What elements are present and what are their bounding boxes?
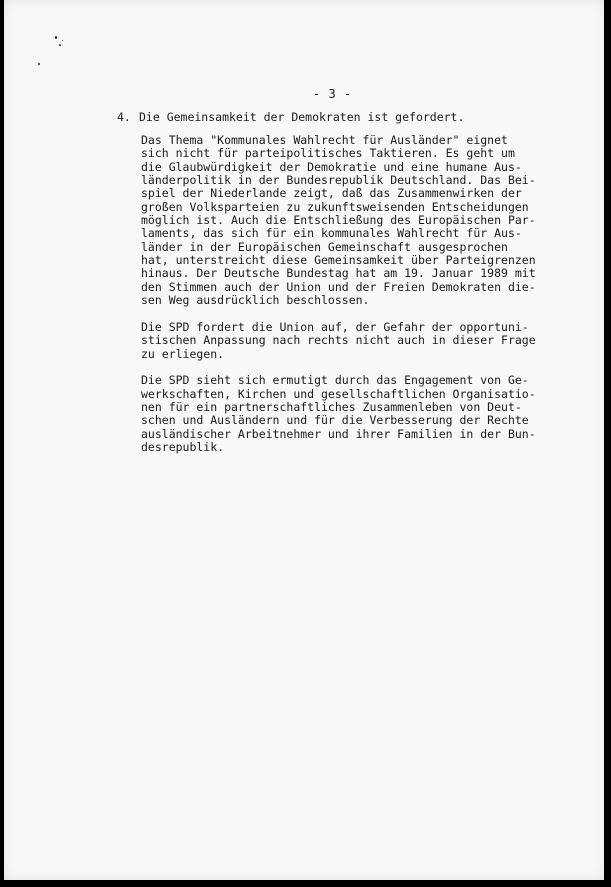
section-heading <box>117 110 464 124</box>
text-line: die Glaubwürdigkeit der Demokratie und eine humane Aus- <box>141 159 522 174</box>
text-line: hinaus. Der Deutsche Bundestag hat am 19. Januar 1989 mit <box>141 266 536 281</box>
section-title: Die Gemeinsamkeit der Demokraten ist gefordert. <box>139 110 465 124</box>
scan-speck <box>62 40 63 41</box>
text-line: sen Weg ausdrücklich beschlossen. <box>141 293 370 308</box>
text-line: desrepublik. <box>141 439 225 454</box>
text-line: spiel der Niederlande zeigt, daß das Zusammenwirken der <box>141 186 522 201</box>
text-line: länder in der Europäischen Gemeinschaft ausgesprochen <box>141 239 508 254</box>
document-page <box>4 0 604 880</box>
text-line: werkschaften, Kirchen und gesellschaftlichen Organisatio- <box>141 386 536 401</box>
scan-speck <box>55 36 57 39</box>
scan-speck <box>59 44 61 46</box>
text-line: stischen Anpassung nach rechts nicht auch in dieser Frage <box>141 333 536 348</box>
text-line: länderpolitik in der Bundesrepublik Deutschland. Das Bei- <box>141 173 536 188</box>
text-line: nen für ein partnerschaftliches Zusammenleben von Deut- <box>141 399 522 414</box>
text-line: Die SPD fordert die Union auf, der Gefahr der opportuni- <box>141 319 529 334</box>
text-line: Das Thema "Kommunales Wahlrecht für Ausländer" eignet <box>141 133 508 147</box>
section-number: 4. <box>117 110 131 124</box>
body-text <box>141 134 551 468</box>
paragraph <box>141 134 551 307</box>
text-line: möglich ist. Auch die Entschließung des Europäischen Par- <box>141 213 536 228</box>
paragraph <box>141 374 551 454</box>
text-line: laments, das sich für ein kommunales Wahlrecht für Aus- <box>141 226 522 241</box>
page-number: - 3 - <box>313 87 352 101</box>
scan-speck <box>38 63 40 65</box>
text-line: ausländischer Arbeitnehmer und ihrer Familien in der Bun- <box>141 426 536 441</box>
text-line: hat, unterstreicht diese Gemeinsamkeit über Parteigrenzen <box>141 253 536 268</box>
paragraph <box>141 321 551 361</box>
text-line: schen und Ausländern und für die Verbesserung der Rechte <box>141 413 529 428</box>
text-line: großen Volksparteien zu zukunftsweisenden Entscheidungen <box>141 199 529 214</box>
text-line: sich nicht für parteipolitisches Taktieren. Es geht um <box>141 146 515 161</box>
text-line: zu erliegen. <box>141 346 225 361</box>
text-line: den Stimmen auch der Union und der Freien Demokraten die- <box>141 279 536 294</box>
text-line: Die SPD sieht sich ermutigt durch das Engagement von Ge- <box>141 373 529 388</box>
